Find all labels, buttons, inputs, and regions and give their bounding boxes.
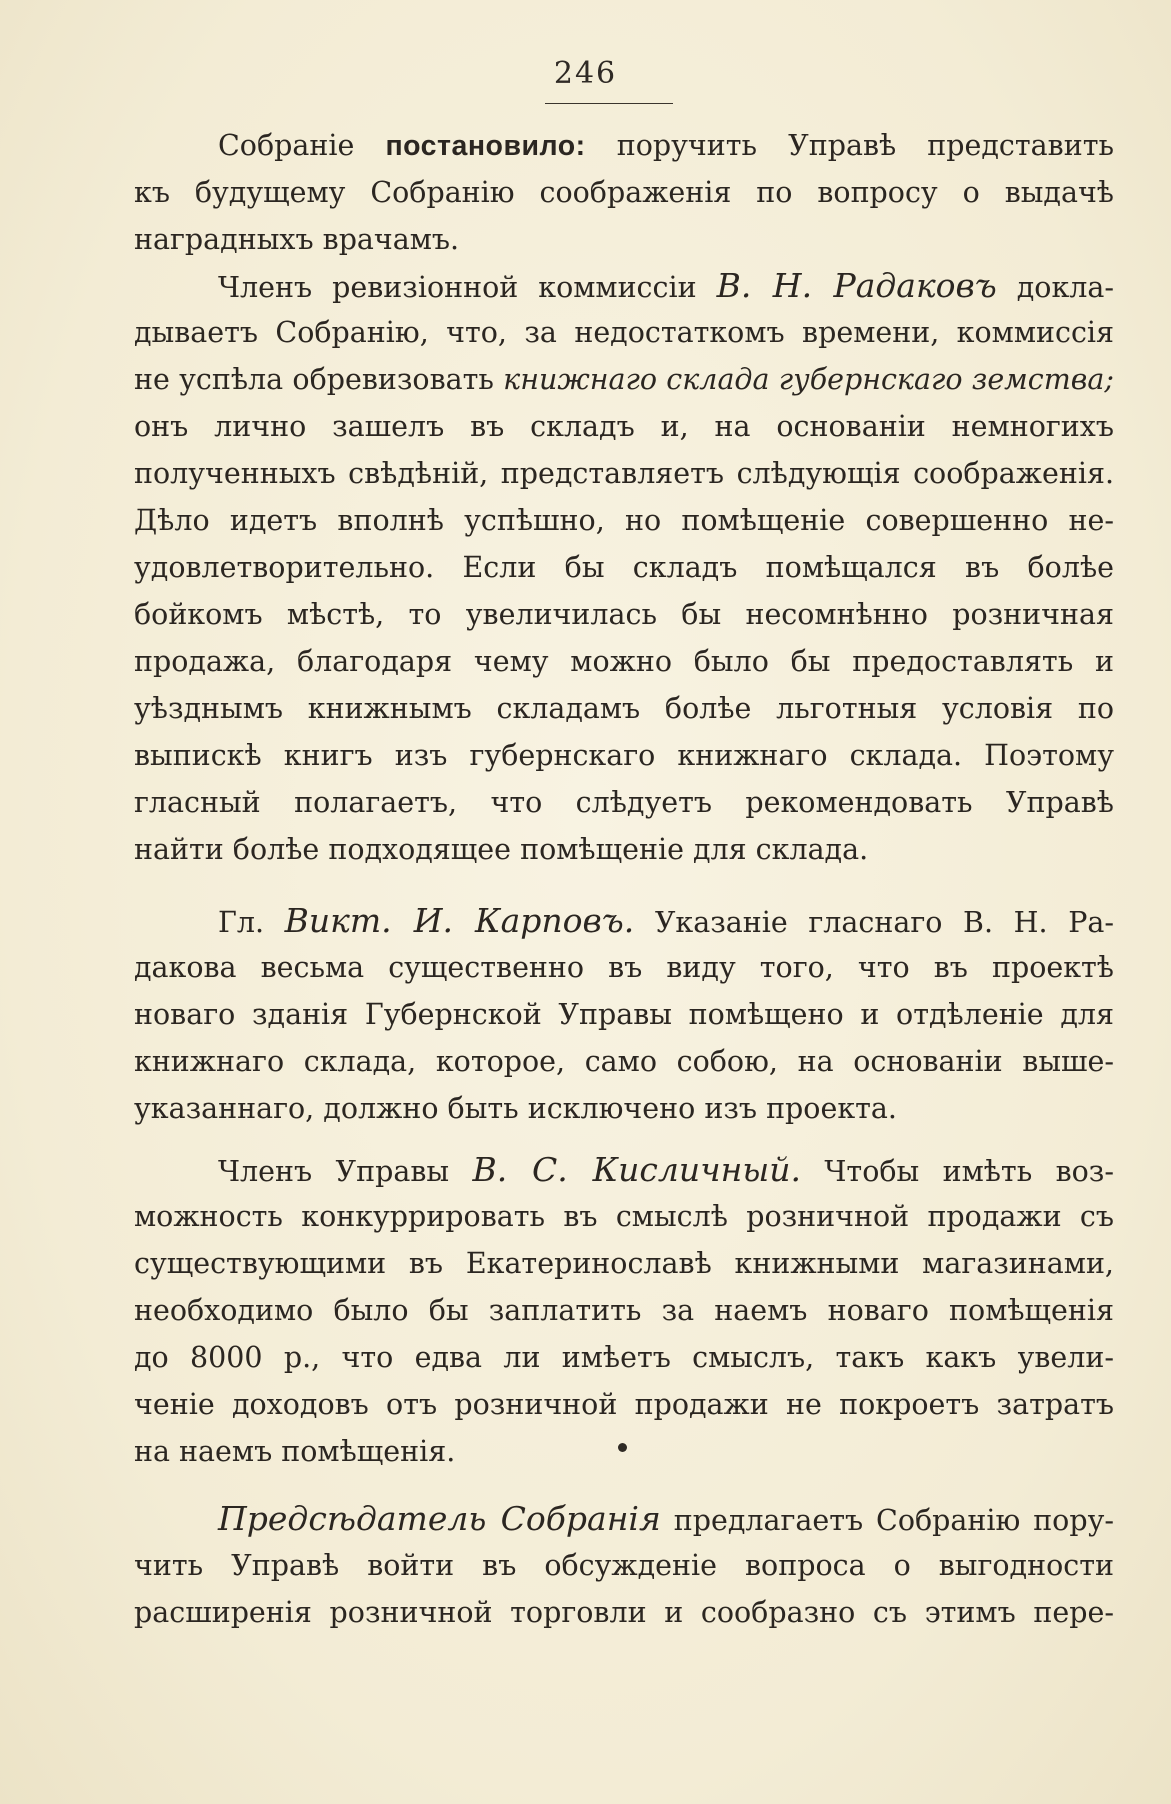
- text-line: [134, 944, 1114, 991]
- text-line: [134, 685, 1114, 732]
- text-segment: Чтобы имѣть воз-: [801, 1155, 1114, 1188]
- text-segment: докла-: [996, 271, 1114, 304]
- emphasis-segment: Викт. И. Карповъ.: [284, 901, 635, 940]
- text-line: [134, 122, 1114, 169]
- paragraph-radakov-report: [134, 262, 1114, 873]
- text-line: [134, 1589, 1114, 1636]
- page-number-rule: [545, 103, 673, 104]
- text-segment: удовлетворительно. Если бы складъ помѣщался въ болѣе: [134, 551, 1114, 584]
- text-line: [134, 262, 1114, 309]
- text-segment: не успѣла обревизовать: [134, 363, 504, 396]
- text-segment: Указаніе гласнаго В. Н. Ра-: [634, 906, 1114, 939]
- text-segment: найти болѣе подходящее помѣщеніе для склада.: [134, 833, 869, 866]
- text-line: [134, 169, 1114, 216]
- text-segment: предлагаетъ Собранію пору-: [660, 1504, 1114, 1537]
- paragraph-kislichny-remark: [134, 1146, 1114, 1475]
- text-line: [134, 1381, 1114, 1428]
- text-segment: уѣзднымъ книжнымъ складамъ болѣе льготныя условія по: [134, 692, 1114, 725]
- text-segment: поручить Управѣ представить: [585, 129, 1114, 162]
- text-segment: чить Управѣ войти въ обсужденіе вопроса о выгодности: [134, 1549, 1114, 1582]
- text-segment: Собраніе: [218, 129, 386, 162]
- paragraph-chairman-proposal: [134, 1495, 1114, 1636]
- text-line: [134, 216, 1114, 263]
- text-line: [134, 1240, 1114, 1287]
- text-segment: наградныхъ врачамъ.: [134, 223, 460, 256]
- print-speck: [618, 1443, 627, 1452]
- emphasis-segment: книжнаго склада губернскаго земства;: [503, 363, 1114, 396]
- paragraph-resolution: [134, 122, 1114, 263]
- text-line: [134, 779, 1114, 826]
- text-segment: ченіе доходовъ отъ розничной продажи не покроетъ затратъ: [134, 1388, 1114, 1421]
- text-segment: указаннаго, должно быть исключено изъ проекта.: [134, 1092, 897, 1125]
- text-segment: новаго зданія Губернской Управы помѣщено и отдѣленіе для: [134, 998, 1114, 1031]
- emphasis-segment: В. Н. Радаковъ: [716, 266, 997, 305]
- text-segment: полученныхъ свѣдѣній, представляетъ слѣдующія соображенія.: [134, 457, 1114, 490]
- text-line: [134, 1038, 1114, 1085]
- text-segment: къ будущему Собранію соображенія по вопросу о выдачѣ: [134, 176, 1114, 209]
- text-segment: дываетъ Собранію, что, за недостаткомъ времени, коммиссія: [134, 316, 1114, 349]
- text-line: [134, 732, 1114, 779]
- text-segment: бойкомъ мѣстѣ, то увеличилась бы несомнѣнно розничная: [134, 598, 1114, 631]
- text-segment: можность конкуррировать въ смыслѣ розничной продажи съ: [134, 1200, 1114, 1233]
- text-line: [134, 497, 1114, 544]
- text-segment: продажа, благодаря чему можно было бы предоставлять и: [134, 645, 1114, 678]
- text-line: [134, 991, 1114, 1038]
- text-segment: существующими въ Екатеринославѣ книжными магазинами,: [134, 1247, 1114, 1280]
- text-segment: Членъ ревизіонной коммиссіи: [218, 271, 717, 304]
- emphasis-segment: Предсѣдатель Собранія: [218, 1499, 661, 1538]
- text-line: [134, 544, 1114, 591]
- text-line: [134, 450, 1114, 497]
- text-segment: расширенія розничной торговли и сообразно съ этимъ пере-: [134, 1596, 1114, 1629]
- text-segment: гласный полагаетъ, что слѣдуетъ рекомендовать Управѣ: [134, 786, 1114, 819]
- text-line: [134, 356, 1114, 403]
- text-segment: дакова весьма существенно въ виду того, что въ проектѣ: [134, 951, 1114, 984]
- text-line: [134, 1146, 1114, 1193]
- text-segment: Гл.: [218, 906, 285, 939]
- text-line: [134, 826, 1114, 873]
- text-line: [134, 403, 1114, 450]
- text-line: [134, 1193, 1114, 1240]
- text-line: [134, 1287, 1114, 1334]
- text-segment: необходимо было бы заплатить за наемъ новаго помѣщенія: [134, 1294, 1114, 1327]
- text-segment: на наемъ помѣщенія.: [134, 1435, 456, 1468]
- text-segment: до 8000 р., что едва ли имѣетъ смыслъ, такъ какъ увели-: [134, 1341, 1114, 1374]
- text-line: [134, 1542, 1114, 1589]
- emphasis-segment: В. С. Кисличный.: [472, 1150, 802, 1189]
- text-segment: онъ лично зашелъ въ складъ и, на основаніи немногихъ: [134, 410, 1114, 443]
- text-segment: Членъ Управы: [218, 1155, 473, 1188]
- text-line: [134, 897, 1114, 944]
- text-line: [134, 309, 1114, 356]
- text-segment: выпискѣ книгъ изъ губернскаго книжнаго склада. Поэтому: [134, 739, 1114, 772]
- text-line: [134, 1334, 1114, 1381]
- page-number: 246: [553, 56, 618, 91]
- paragraph-karpov-remark: [134, 897, 1114, 1132]
- text-line: [134, 1085, 1114, 1132]
- emphasis-segment: постановило:: [385, 130, 586, 162]
- text-line: [134, 638, 1114, 685]
- text-line: [134, 591, 1114, 638]
- text-line: [134, 1495, 1114, 1542]
- text-segment: Дѣло идетъ вполнѣ успѣшно, но помѣщеніе совершенно не-: [134, 504, 1114, 537]
- text-segment: книжнаго склада, которое, само собою, на основаніи выше-: [134, 1045, 1114, 1078]
